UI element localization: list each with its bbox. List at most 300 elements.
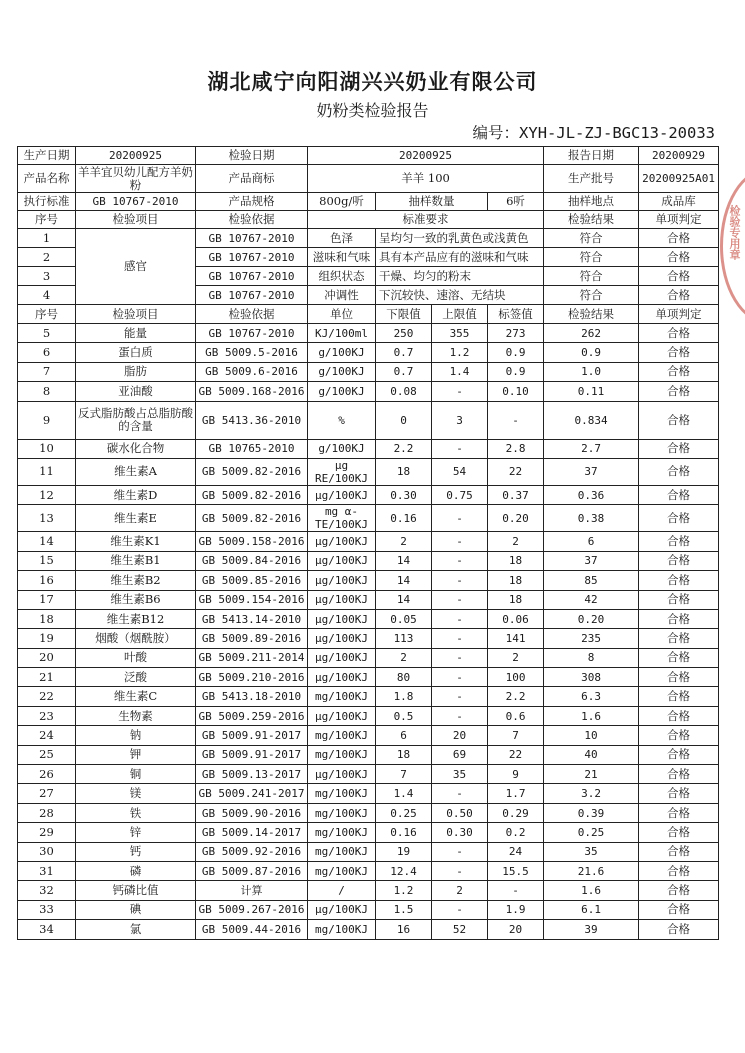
upper-limit: 0.30 [432,823,488,842]
judgement: 合格 [639,248,719,267]
sample-qty: 6听 [488,193,544,211]
lower-limit: 0.16 [376,823,432,842]
test-item: 维生素B2 [76,571,196,590]
test-basis: GB 10767-2010 [196,324,308,343]
batch-label: 生产批号 [544,165,639,193]
test-result: 85 [544,571,639,590]
test-item: 维生素C [76,687,196,706]
test-basis: GB 5009.82-2016 [196,505,308,532]
judgement: 合格 [639,229,719,248]
label-value: 0.2 [488,823,544,842]
table-row [18,726,719,745]
upper-limit: - [432,842,488,861]
upper-limit: - [432,590,488,609]
lower-limit: 12.4 [376,861,432,880]
test-item: 叶酸 [76,648,196,667]
col-header-result: 检验结果 [544,305,639,324]
test-result: 235 [544,629,639,648]
info-row-2 [18,165,719,193]
lower-limit: 80 [376,668,432,687]
upper-limit: 2 [432,881,488,900]
row-number: 16 [18,571,76,590]
table-row [18,571,719,590]
test-item: 铁 [76,803,196,822]
unit: μg/100KJ [308,629,376,648]
test-basis: GB 5009.5-2016 [196,343,308,362]
unit: mg/100KJ [308,803,376,822]
lower-limit: 0.08 [376,382,432,401]
test-item: 蛋白质 [76,343,196,362]
test-result: 37 [544,551,639,570]
upper-limit: 1.2 [432,343,488,362]
unit: % [308,401,376,439]
unit: μg/100KJ [308,532,376,551]
col-header-max: 上限值 [432,305,488,324]
unit: g/100KJ [308,362,376,381]
requirement: 具有本产品应有的滋味和气味 [376,248,544,267]
test-result: 2.7 [544,439,639,458]
lower-limit: 2.2 [376,439,432,458]
row-number: 23 [18,706,76,725]
label-value: 0.06 [488,609,544,628]
row-number: 25 [18,745,76,764]
upper-limit: 1.4 [432,362,488,381]
document-number: 编号：XYH-JL-ZJ-BGC13-20033 [472,124,715,142]
test-result: 262 [544,324,639,343]
table-row [18,551,719,570]
test-item: 钠 [76,726,196,745]
test-basis: GB 5009.89-2016 [196,629,308,648]
label-value: 18 [488,590,544,609]
test-basis: GB 5009.211-2014 [196,648,308,667]
upper-limit: - [432,629,488,648]
test-result: 6.1 [544,900,639,919]
table-row [18,629,719,648]
judgement: 合格 [639,803,719,822]
judgement: 合格 [639,881,719,900]
lower-limit: 0.05 [376,609,432,628]
test-result: 0.39 [544,803,639,822]
standard: GB 10767-2010 [76,193,196,211]
unit: μg/100KJ [308,590,376,609]
test-basis: 计算 [196,881,308,900]
test-basis: GB 5009.13-2017 [196,765,308,784]
lower-limit: 2 [376,648,432,667]
label-value: 0.29 [488,803,544,822]
col-header-unit: 单位 [308,305,376,324]
judgement: 合格 [639,571,719,590]
sensory-subitem: 滋味和气味 [308,248,376,267]
upper-limit: - [432,668,488,687]
judgement: 合格 [639,532,719,551]
test-item: 能量 [76,324,196,343]
label-value: 0.10 [488,382,544,401]
lower-limit: 19 [376,842,432,861]
test-item: 维生素A [76,458,196,485]
test-basis: GB 5009.90-2016 [196,803,308,822]
table-row [18,532,719,551]
test-item: 碳水化合物 [76,439,196,458]
judgement: 合格 [639,629,719,648]
table-row [18,324,719,343]
test-result: 6.3 [544,687,639,706]
row-number: 32 [18,881,76,900]
row-number: 3 [18,267,76,286]
upper-limit: 0.50 [432,803,488,822]
table-row [18,609,719,628]
sample-qty-label: 抽样数量 [376,193,488,211]
test-result: 符合 [544,229,639,248]
test-item: 铜 [76,765,196,784]
test-item: 维生素B12 [76,609,196,628]
row-number: 19 [18,629,76,648]
row-number: 26 [18,765,76,784]
table-row [18,343,719,362]
col-header-requirement: 标准要求 [308,211,544,229]
test-result: 39 [544,920,639,939]
row-number: 27 [18,784,76,803]
upper-limit: 35 [432,765,488,784]
label-value: 24 [488,842,544,861]
row-number: 22 [18,687,76,706]
report-title: 奶粉类检验报告 [316,101,429,120]
test-item: 镁 [76,784,196,803]
test-item: 氯 [76,920,196,939]
test-result: 1.6 [544,881,639,900]
label-value: 20 [488,920,544,939]
brand: 羊羊 100 [308,165,544,193]
table-row [18,765,719,784]
upper-limit: 20 [432,726,488,745]
unit: μg/100KJ [308,551,376,570]
test-item: 锌 [76,823,196,842]
unit: KJ/100ml [308,324,376,343]
upper-limit: 54 [432,458,488,485]
test-basis: GB 5413.14-2010 [196,609,308,628]
upper-limit: - [432,532,488,551]
prod-date-label: 生产日期 [18,147,76,165]
test-result: 0.20 [544,609,639,628]
lower-limit: 0.16 [376,505,432,532]
col-header-item: 检验项目 [76,305,196,324]
judgement: 合格 [639,745,719,764]
label-value: 22 [488,745,544,764]
test-item: 生物素 [76,706,196,725]
table-row [18,881,719,900]
unit: mg/100KJ [308,842,376,861]
lower-limit: 0.7 [376,362,432,381]
test-basis: GB 5009.87-2016 [196,861,308,880]
report-date-label: 报告日期 [544,147,639,165]
brand-label: 产品商标 [196,165,308,193]
col-header-item: 检验项目 [76,211,196,229]
upper-limit: 69 [432,745,488,764]
judgement: 合格 [639,267,719,286]
test-result: 10 [544,726,639,745]
test-basis: GB 5009.259-2016 [196,706,308,725]
unit: μg/100KJ [308,648,376,667]
row-number: 24 [18,726,76,745]
judgement: 合格 [639,382,719,401]
row-number: 14 [18,532,76,551]
sensory-group-label: 感官 [76,229,196,305]
col-header-judge: 单项判定 [639,305,719,324]
judgement: 合格 [639,505,719,532]
test-result: 42 [544,590,639,609]
table-row [18,803,719,822]
row-number: 30 [18,842,76,861]
table-row [18,229,719,248]
table-row [18,362,719,381]
col-header-min: 下限值 [376,305,432,324]
info-row-3 [18,193,719,211]
unit: / [308,881,376,900]
spec-label: 产品规格 [196,193,308,211]
row-number: 28 [18,803,76,822]
inspection-report-table [17,146,719,940]
judgement: 合格 [639,343,719,362]
judgement: 合格 [639,765,719,784]
lower-limit: 0.25 [376,803,432,822]
judgement: 合格 [639,823,719,842]
test-basis: GB 5009.14-2017 [196,823,308,842]
table-row [18,687,719,706]
unit: mg/100KJ [308,687,376,706]
batch-number: 20200925A01 [639,165,719,193]
test-result: 1.6 [544,706,639,725]
col-header-label: 标签值 [488,305,544,324]
judgement: 合格 [639,286,719,305]
row-number: 11 [18,458,76,485]
lower-limit: 1.8 [376,687,432,706]
judgement: 合格 [639,648,719,667]
lower-limit: 7 [376,765,432,784]
unit: mg/100KJ [308,920,376,939]
unit: μg/100KJ [308,706,376,725]
judgement: 合格 [639,861,719,880]
label-value: 0.9 [488,343,544,362]
row-number: 12 [18,485,76,504]
table-row [18,842,719,861]
row-number: 34 [18,920,76,939]
label-value: 1.9 [488,900,544,919]
judgement: 合格 [639,668,719,687]
judgement: 合格 [639,726,719,745]
test-basis: GB 5009.154-2016 [196,590,308,609]
upper-limit: - [432,382,488,401]
test-result: 6 [544,532,639,551]
info-row-1 [18,147,719,165]
test-basis: GB 5009.210-2016 [196,668,308,687]
test-basis: GB 5009.84-2016 [196,551,308,570]
test-item: 泛酸 [76,668,196,687]
test-item: 亚油酸 [76,382,196,401]
label-value: 100 [488,668,544,687]
test-date-label: 检验日期 [196,147,308,165]
test-item: 磷 [76,861,196,880]
test-result: 0.9 [544,343,639,362]
lower-limit: 1.4 [376,784,432,803]
unit: μg/100KJ [308,571,376,590]
test-basis: GB 5009.44-2016 [196,920,308,939]
unit: μg/100KJ [308,900,376,919]
test-result: 符合 [544,286,639,305]
row-number: 2 [18,248,76,267]
label-value: - [488,881,544,900]
upper-limit: - [432,439,488,458]
unit: mg/100KJ [308,784,376,803]
requirement: 呈均匀一致的乳黄色或浅黄色 [376,229,544,248]
table-row [18,823,719,842]
test-item: 脂肪 [76,362,196,381]
test-basis: GB 10767-2010 [196,286,308,305]
lower-limit: 113 [376,629,432,648]
row-number: 31 [18,861,76,880]
test-result: 40 [544,745,639,764]
test-date: 20200925 [308,147,544,165]
test-basis: GB 5009.168-2016 [196,382,308,401]
table-row [18,745,719,764]
upper-limit: - [432,784,488,803]
upper-limit: - [432,706,488,725]
test-basis: GB 5009.267-2016 [196,900,308,919]
lower-limit: 0.7 [376,343,432,362]
test-basis: GB 5009.91-2017 [196,745,308,764]
upper-limit: 355 [432,324,488,343]
test-basis: GB 5009.92-2016 [196,842,308,861]
test-result: 0.11 [544,382,639,401]
unit: g/100KJ [308,439,376,458]
test-basis: GB 5009.6-2016 [196,362,308,381]
row-number: 21 [18,668,76,687]
table-row [18,648,719,667]
test-item: 钾 [76,745,196,764]
label-value: 1.7 [488,784,544,803]
judgement: 合格 [639,687,719,706]
lower-limit: 0.5 [376,706,432,725]
test-result: 21.6 [544,861,639,880]
judgement: 合格 [639,706,719,725]
row-number: 4 [18,286,76,305]
unit: μg/100KJ [308,668,376,687]
row-number: 7 [18,362,76,381]
unit: mg/100KJ [308,745,376,764]
lower-limit: 2 [376,532,432,551]
label-value: 7 [488,726,544,745]
judgement: 合格 [639,551,719,570]
row-number: 17 [18,590,76,609]
table-row [18,784,719,803]
sensory-header-row [18,211,719,229]
test-result: 8 [544,648,639,667]
upper-limit: - [432,609,488,628]
label-value: 2.8 [488,439,544,458]
test-result: 0.38 [544,505,639,532]
row-number: 5 [18,324,76,343]
judgement: 合格 [639,362,719,381]
row-number: 13 [18,505,76,532]
upper-limit: 0.75 [432,485,488,504]
judgement: 合格 [639,458,719,485]
unit: mg/100KJ [308,861,376,880]
col-header-basis: 检验依据 [196,305,308,324]
row-number: 6 [18,343,76,362]
test-result: 0.834 [544,401,639,439]
label-value: 141 [488,629,544,648]
test-item: 钙 [76,842,196,861]
lower-limit: 1.2 [376,881,432,900]
test-basis: GB 5009.82-2016 [196,485,308,504]
judgement: 合格 [639,590,719,609]
label-value: 9 [488,765,544,784]
prod-date: 20200925 [76,147,196,165]
upper-limit: - [432,900,488,919]
test-item: 反式脂肪酸占总脂肪酸的含量 [76,401,196,439]
lower-limit: 14 [376,590,432,609]
lower-limit: 16 [376,920,432,939]
test-item: 维生素D [76,485,196,504]
unit: mg/100KJ [308,823,376,842]
row-number: 33 [18,900,76,919]
col-header-judgement: 单项判定 [639,211,719,229]
lower-limit: 0 [376,401,432,439]
test-result: 0.25 [544,823,639,842]
test-item: 烟酸（烟酰胺） [76,629,196,648]
unit: μg/100KJ [308,609,376,628]
lower-limit: 14 [376,551,432,570]
col-header-basis: 检验依据 [196,211,308,229]
upper-limit: 52 [432,920,488,939]
sensory-subitem: 色泽 [308,229,376,248]
test-result: 1.0 [544,362,639,381]
test-result: 308 [544,668,639,687]
judgement: 合格 [639,842,719,861]
label-value: 273 [488,324,544,343]
table-row [18,458,719,485]
label-value: 0.6 [488,706,544,725]
label-value: 0.9 [488,362,544,381]
report-date: 20200929 [639,147,719,165]
test-item: 维生素E [76,505,196,532]
test-basis: GB 10767-2010 [196,267,308,286]
upper-limit: - [432,687,488,706]
row-number: 20 [18,648,76,667]
judgement: 合格 [639,485,719,504]
table-row [18,706,719,725]
test-result: 35 [544,842,639,861]
company-name: 湖北咸宁向阳湖兴兴奶业有限公司 [207,70,538,94]
test-basis: GB 10765-2010 [196,439,308,458]
label-value: 0.37 [488,485,544,504]
judgement: 合格 [639,784,719,803]
label-value: 2 [488,532,544,551]
label-value: 2 [488,648,544,667]
unit: mg α-TE/100KJ [308,505,376,532]
test-result: 3.2 [544,784,639,803]
upper-limit: - [432,861,488,880]
lower-limit: 14 [376,571,432,590]
test-item: 维生素B1 [76,551,196,570]
row-number: 1 [18,229,76,248]
row-number: 29 [18,823,76,842]
lower-limit: 1.5 [376,900,432,919]
lower-limit: 6 [376,726,432,745]
test-item: 维生素B6 [76,590,196,609]
lower-limit: 18 [376,745,432,764]
test-basis: GB 5009.85-2016 [196,571,308,590]
test-basis: GB 5009.82-2016 [196,458,308,485]
table-row [18,505,719,532]
